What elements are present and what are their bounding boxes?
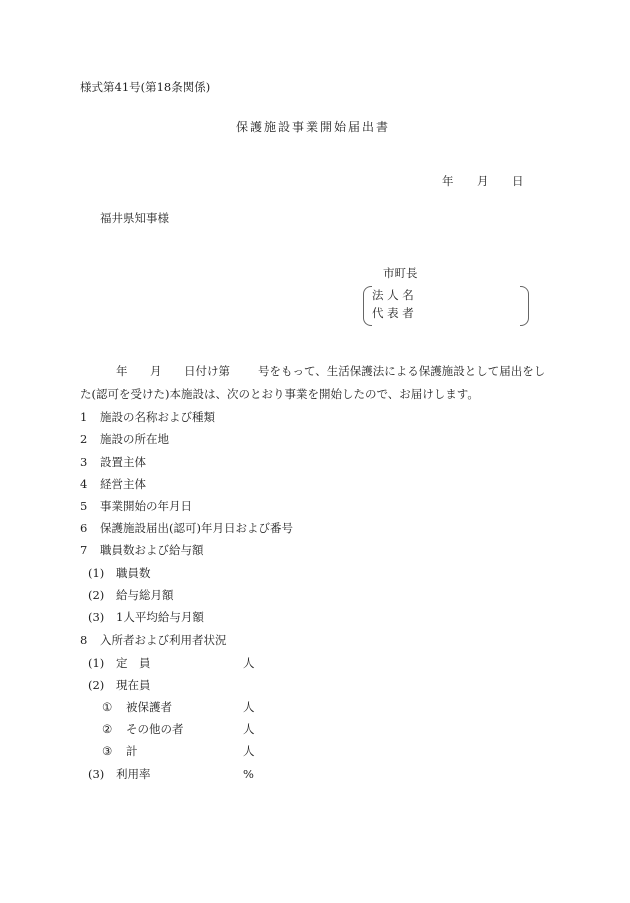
current-item-others-unit: 人 [243, 722, 255, 736]
current-item-protected: ① 被保護者 [102, 700, 172, 714]
corp-name-label: 法 人 名 [372, 288, 414, 302]
date-month: 月 [477, 174, 489, 188]
list-item: 6 保護施設届出(認可)年月日および番号 [80, 521, 293, 535]
current-item-total-unit: 人 [243, 744, 255, 758]
list-item: 4 経営主体 [80, 477, 146, 491]
applicant-mayor: 市町長 [383, 266, 418, 280]
list-item: 7 職員数および給与額 [80, 543, 204, 557]
date-day: 日 [512, 174, 524, 188]
date-year: 年 [442, 174, 454, 188]
current-item-others: ② その他の者 [102, 722, 184, 736]
current-item-protected-unit: 人 [243, 700, 255, 714]
current-row: (2) 現在員 [88, 678, 151, 692]
page-title: 保護施設事業開始届出書 [236, 120, 391, 134]
list-item: 5 事業開始の年月日 [80, 499, 192, 513]
current-item-total: ③ 計 [102, 744, 138, 758]
list-item: 1 施設の名称および種類 [80, 410, 215, 424]
capacity-unit: 人 [243, 656, 255, 670]
list-item: 2 施設の所在地 [80, 432, 169, 446]
sub-item: (1) 職員数 [88, 566, 151, 580]
addressee: 福井県知事様 [100, 211, 169, 225]
body-line2: た(認可を受けた)本施設は、次のとおり事業を開始したので、お届けします。 [80, 387, 479, 401]
body-day-no: 日付け第 [184, 364, 230, 378]
sub-item: (2) 給与総月額 [88, 588, 174, 602]
capacity-row: (1) 定 員 [88, 656, 151, 670]
rate-unit: % [243, 767, 254, 781]
applicant-bracket-left [363, 286, 372, 326]
rate-row: (3) 利用率 [88, 767, 151, 781]
body-year: 年 [116, 364, 128, 378]
applicant-bracket-right [520, 286, 529, 326]
sub-item: (3) 1人平均給与月額 [88, 610, 204, 624]
list-item: 8 入所者および利用者状況 [80, 633, 227, 647]
list-item: 3 設置主体 [80, 455, 146, 469]
body-month: 月 [150, 364, 162, 378]
representative-label: 代 表 者 [372, 306, 414, 320]
body-line1-rest: 号をもって、生活保護法による保護施設として届出をし [258, 364, 546, 378]
form-number: 様式第41号(第18条関係) [80, 80, 211, 94]
